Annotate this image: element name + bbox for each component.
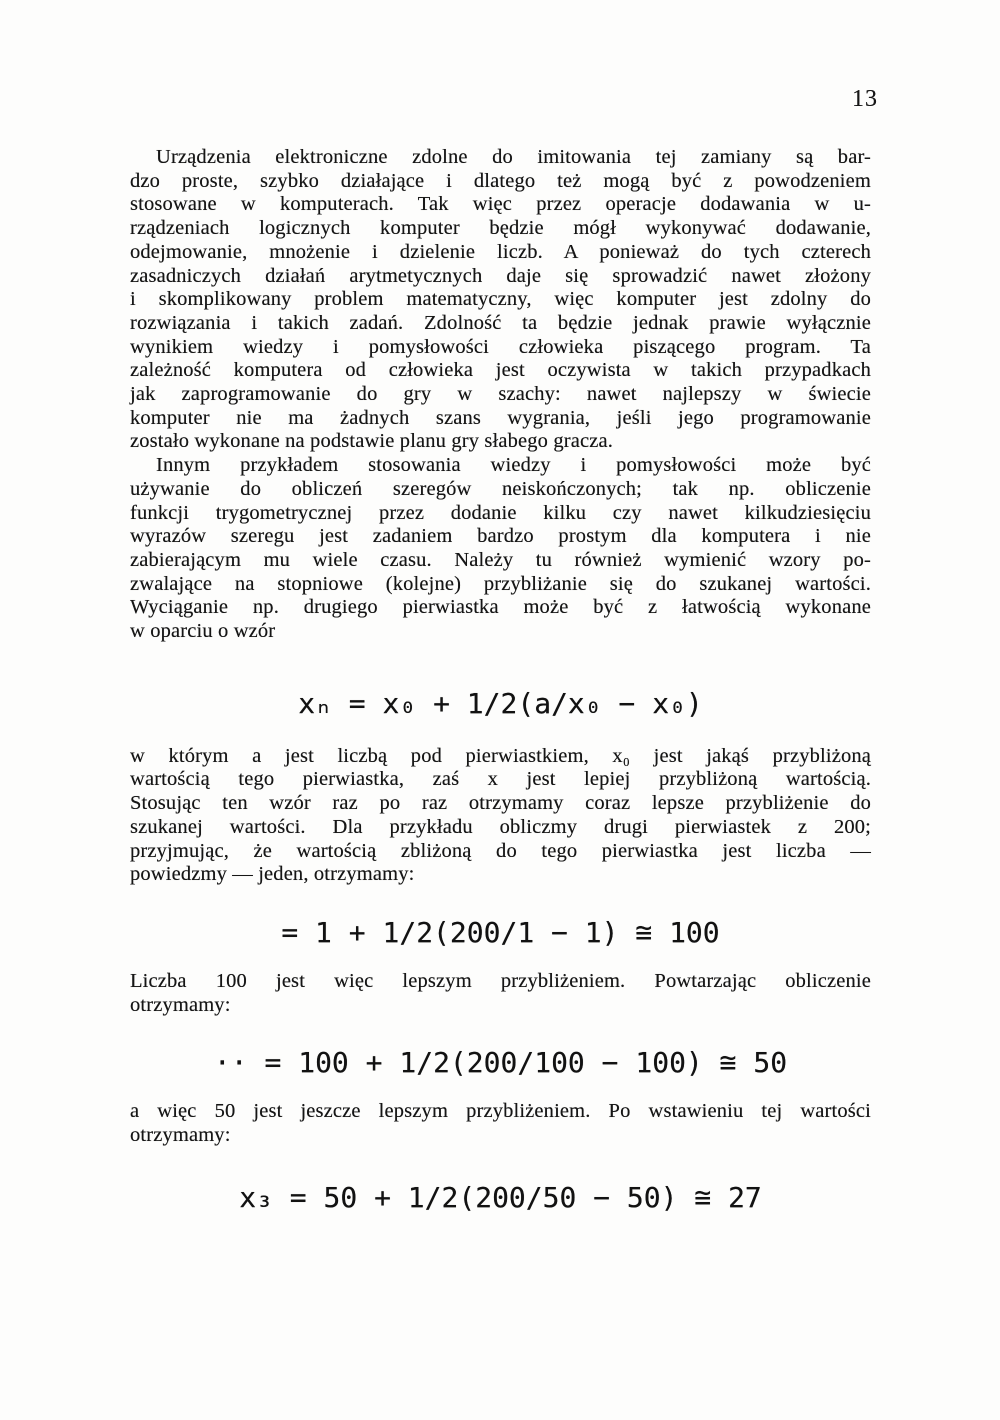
text-line: komputer nie ma żadnych szans wygrania, jeśli jego programowanie (130, 406, 871, 429)
text-line: zwalające na stopniowe (kolejne) przybliżanie się do szukanej wartości. (130, 572, 871, 595)
text-line: powiedzmy — jeden, otrzymamy: (130, 863, 415, 886)
text-line: Liczba 100 jest więc lepszym przybliżeniem. Powtarzając obliczenie (130, 969, 871, 992)
page-number: 13 (852, 86, 878, 112)
text-line: a więc 50 jest jeszcze lepszym przybliżeniem. Po wstawieniu tej wartości (130, 1100, 871, 1123)
text-line: funkcji trygometrycznej przez dodanie kilku czy nawet kilkudziesięciu (130, 501, 871, 524)
text-line: zabierającym mu wiele czasu. Należy tu również wymienić wzory po- (130, 548, 871, 571)
text-line: dzo proste, szybko działające i dlatego też mogą być z powodzeniem (130, 169, 871, 192)
text-line: Innym przykładem stosowania wiedzy i pomysłowości może być (156, 454, 871, 477)
text-line: w którym a jest liczbą pod pierwiastkiem, x₀ jest jakąś przybliżoną (130, 744, 871, 767)
text-line: zostało wykonane na podstawie planu gry słabego gracza. (130, 430, 614, 453)
text-line: szukanej wartości. Dla przykładu obliczmy drugi pierwiastek z 200; (130, 815, 871, 838)
text-line: wyrazów szeregu jest zadaniem bardzo prostym dla komputera i nie (130, 525, 871, 548)
text-line: wynikiem wiedzy i pomysłowości człowieka piszącego program. Ta (130, 335, 871, 358)
text-line: rozwiązania i takich zadań. Zdolność ta będzie jednak prawie wyłącznie (130, 311, 871, 334)
text-line: stosowane w komputerach. Tak więc przez operacje dodawania w u- (130, 193, 871, 216)
text-line: przyjmując, że wartością zbliżoną do tego pierwiastka jest liczba — (130, 839, 871, 862)
formula-sqrt-iteration: xₙ = x₀ + 1/2(a/x₀ − x₀) (298, 686, 703, 720)
text-line: zasadniczych działań arytmetycznych daje się sprowadzić nawet złożony (130, 264, 871, 287)
text-line: Wyciąganie np. drugiego pierwiastka może być z łatwością wykonane (130, 596, 871, 619)
paragraph-2 (130, 454, 871, 644)
paragraph-3 (130, 745, 871, 887)
text-block (130, 146, 871, 1218)
text-line: jak zaprogramowanie do gry w szachy: nawet najlepszy w świecie (130, 383, 871, 406)
paragraph-4 (130, 970, 871, 1017)
text-line: używanie do obliczeń szeregów neiskończonych; tak np. obliczenie (130, 477, 871, 500)
formula-iteration-1: = 1 + 1/2(200/1 − 1) ≅ 100 (281, 915, 720, 949)
text-line: Urządzenia elektroniczne zdolne do imitowania tej zamiany są bar- (156, 146, 871, 168)
text-line: otrzymamy: (130, 1124, 231, 1147)
text-line: otrzymamy: (130, 993, 231, 1016)
paragraph-5 (130, 1100, 871, 1147)
text-line: Stosując ten wzór raz po raz otrzymamy coraz lepsze przybliżenie do (130, 792, 871, 815)
text-line: zależność komputera od człowieka jest oczywista w takich przypadkach (130, 359, 871, 382)
paragraph-1 (130, 146, 871, 454)
text-line: wartością tego pierwiastka, zaś x jest lepiej przybliżoną wartością. (130, 768, 871, 791)
formula-iteration-2: ·· = 100 + 1/2(200/100 − 100) ≅ 50 (213, 1046, 788, 1080)
text-line: rządzeniach logicznych komputer będzie mógł wykonywać dodawanie, (130, 217, 871, 240)
text-line: i skomplikowany problem matematyczny, więc komputer jest zdolny do (130, 288, 871, 311)
text-line: w oparciu o wzór (130, 620, 276, 643)
text-line: odejmowanie, mnożenie i dzielenie liczb. A ponieważ do tych czterech (130, 240, 871, 263)
formula-iteration-3: x₃ = 50 + 1/2(200/50 − 50) ≅ 27 (239, 1180, 762, 1214)
